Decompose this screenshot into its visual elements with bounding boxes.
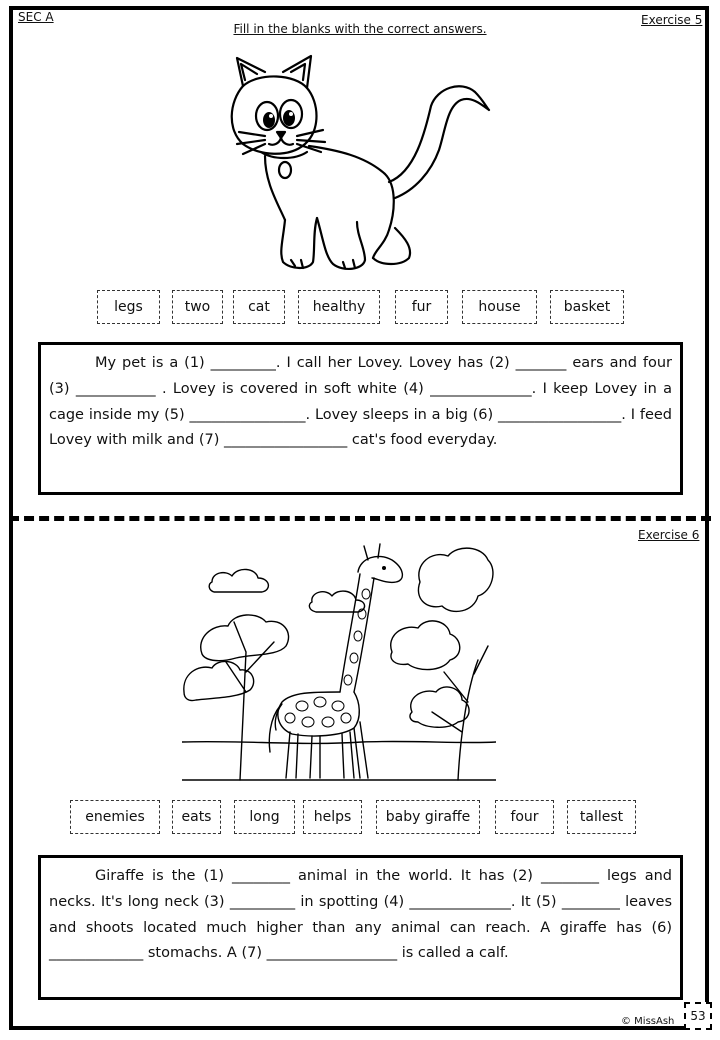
word-bank-item: long (234, 800, 295, 834)
word-bank-item: helps (303, 800, 362, 834)
word-bank-item: eats (172, 800, 221, 834)
page-number: 53 (684, 1002, 712, 1030)
passage-text: Giraffe is the (1) ________ animal in the world. It has (2) ________ legs and necks. It's long neck (3) _________ in spotting (4) ______________. It (5) ________ leaves and shoots located much higher than any animal can reach. A giraffe has (6) _____________ stomachs. A (7) __________________ is called a calf. (49, 868, 672, 962)
word-bank-item: two (172, 290, 223, 324)
exercise-5-label: Exercise 5 (641, 13, 703, 27)
copyright-text: © MissAsh (621, 1016, 675, 1027)
word-bank-item: house (462, 290, 537, 324)
word-bank-item: legs (97, 290, 160, 324)
word-bank-item: tallest (567, 800, 636, 834)
word-bank-item: enemies (70, 800, 160, 834)
passage-box-exercise-5 (38, 342, 683, 495)
word-bank-item: healthy (298, 290, 380, 324)
instruction-title: Fill in the blanks with the correct answers. (233, 22, 487, 36)
giraffe-illustration (182, 542, 496, 782)
word-bank-item: fur (395, 290, 448, 324)
cat-illustration (225, 52, 495, 274)
exercise-6-label: Exercise 6 (638, 528, 700, 542)
word-bank-item: cat (233, 290, 285, 324)
word-bank-item: four (495, 800, 554, 834)
word-bank-item: basket (550, 290, 624, 324)
section-divider (9, 516, 711, 521)
passage-text: My pet is a (1) _________. I call her Lovey. Lovey has (2) _______ ears and four (3) ___________ . Lovey is covered in soft white (4) ______________. I keep Lovey in a cage inside my (5) ________________. Lovey sleeps in a big (6) _________________. I feed Lovey with milk and (7) _________________ cat's food everyday. (49, 355, 672, 449)
section-label: SEC A (18, 10, 54, 24)
passage-box-exercise-6 (38, 855, 683, 1000)
word-bank-item: baby giraffe (376, 800, 480, 834)
